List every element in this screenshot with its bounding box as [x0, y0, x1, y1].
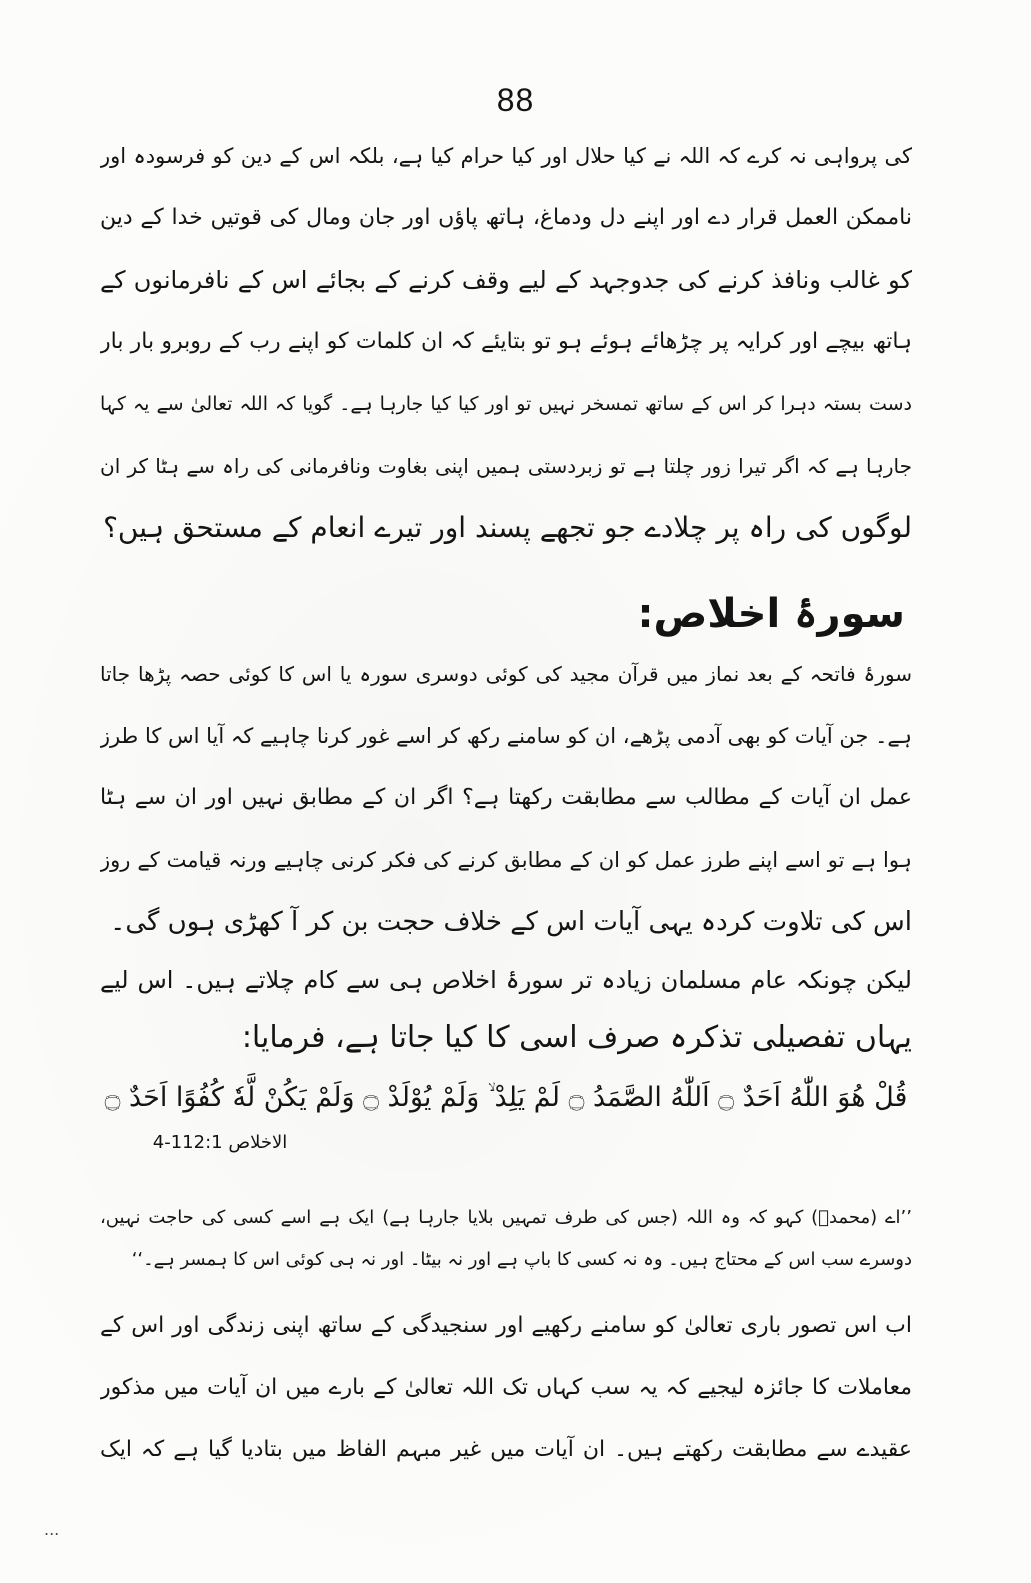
text-line: معاملات کا جائزہ لیجیے کہ یہ سب کہاں تک اللہ تعالیٰ کے بارے میں ان آیات میں مذکور: [100, 1375, 912, 1400]
verse-reference: الاخلاص 112:1-4: [152, 1132, 288, 1153]
text-line: ہاتھ بیچے اور کرایہ پر چڑھائے ہوئے ہو تو بتایئے کہ ان کلمات کو اپنے رب کے روبرو بار بار: [100, 329, 912, 354]
translation-line: ’’اے (محمدؐ) کہو کہ وہ اللہ (جس کی طرف تمہیں بلایا جارہا ہے) ایک ہے اسے کسی کی حاجت نہیں،: [100, 1207, 912, 1228]
stray-mark: ...: [44, 1520, 60, 1539]
text-line: کی پرواہی نہ کرے کہ اللہ نے کیا حلال اور کیا حرام کیا ہے، بلکہ اس کے دین کو فرسودہ اور: [100, 144, 912, 168]
text-line: لوگوں کی راہ پر چلادے جو تجھے پسند اور تیرے انعام کے مستحق ہیں؟: [103, 511, 912, 544]
text-line: عقیدے سے مطابقت رکھتے ہیں۔ ان آیات میں غیر مبہم الفاظ میں بتادیا گیا ہے کہ ایک: [100, 1437, 912, 1462]
text-line: یہاں تفصیلی تذکرہ صرف اسی کا کیا جاتا ہے، فرمایا:: [241, 1020, 912, 1055]
text-line: سورۂ فاتحہ کے بعد نماز میں قرآن مجید کی کوئی دوسری سورہ یا اس کا کوئی حصہ پڑھا جاتا: [100, 662, 912, 686]
text-line: لیکن چونکہ عام مسلمان زیادہ تر سورۂ اخلاص ہی سے کام چلاتے ہیں۔ اس لیے: [100, 966, 912, 994]
page-number: 88: [496, 82, 535, 118]
quran-verse: قُلْ هُوَ اللّٰهُ اَحَدٌ ۝ اَللّٰهُ الصَّمَدُ ۝ لَمْ يَلِدْ ۙ وَلَمْ يُوْلَدْ ۝ وَلَمْ يَكُنْ لَّهٗ كُفُوًا اَحَدٌ ۝: [104, 1082, 908, 1113]
section-heading: سورۂ اخلاص:: [637, 591, 905, 637]
text-line: کو غالب ونافذ کرنے کی جدوجہد کے لیے وقف کرنے کے بجائے اس کے نافرمانوں کے: [100, 266, 912, 294]
text-line: دست بستہ دہرا کر اس کے ساتھ تمسخر نہیں تو اور کیا کیا جارہا ہے۔ گویا کہ اللہ تعالیٰ سے یہ کہا: [100, 393, 912, 415]
text-line: اب اس تصور باری تعالیٰ کو سامنے رکھیے اور سنجیدگی کے ساتھ اپنی زندگی اور اس کے: [100, 1313, 912, 1338]
translation-line: دوسرے سب اس کے محتاج ہیں۔ وہ نہ کسی کا باپ ہے اور نہ بیٹا۔ اور نہ ہی کوئی اس کا ہمسر ہے۔‘‘: [131, 1249, 912, 1270]
text-line: جارہا ہے کہ اگر تیرا زور چلتا ہے تو زبردستی ہمیں اپنی بغاوت ونافرمانی کی راہ سے ہٹا کر ان: [100, 454, 912, 478]
text-line: ناممکن العمل قرار دے اور اپنے دل ودماغ، ہاتھ پاؤں اور جان ومال کی قوتیں خدا کے دین: [100, 205, 912, 230]
text-line: ہوا ہے تو اسے اپنے طرز عمل کو ان کے مطابق کرنے کی فکر کرنی چاہیے ورنہ قیامت کے روز: [100, 848, 912, 872]
text-line: اس کی تلاوت کردہ یہی آیات اس کے خلاف حجت بن کر آ کھڑی ہوں گی۔: [110, 907, 912, 937]
text-line: عمل ان آیات کے مطالب سے مطابقت رکھتا ہے؟ اگر ان کے مطابق نہیں اور ان سے ہٹا: [100, 785, 912, 810]
text-line: ہے۔ جن آیات کو بھی آدمی پڑھے، ان کو سامنے رکھ کر اسے غور کرنا چاہیے کہ آیا اس کا طرز: [100, 724, 912, 748]
